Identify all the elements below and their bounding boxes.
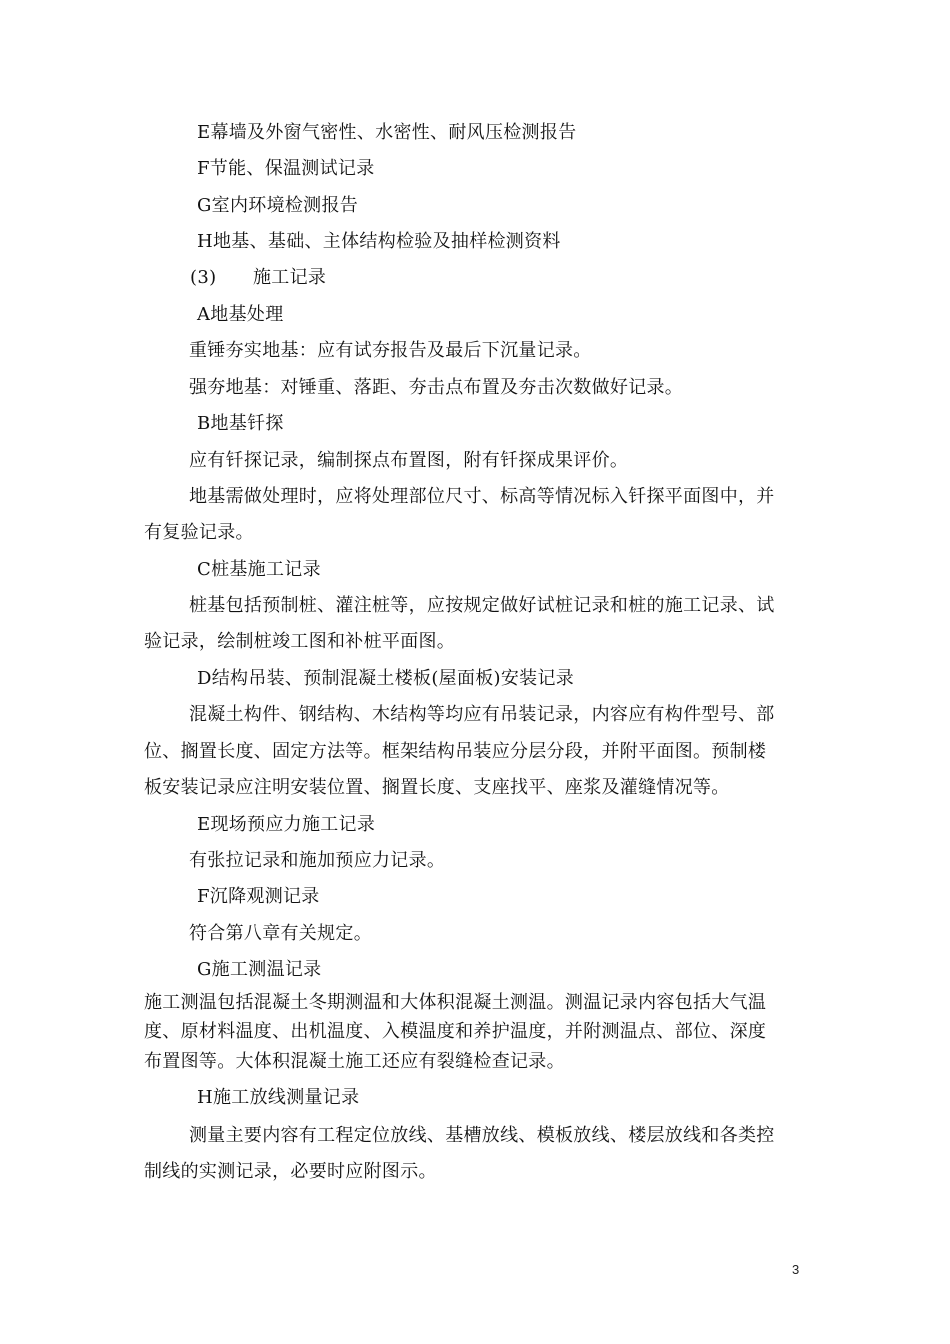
text-line: 板安装记录应注明安装位置、搁置长度、支座找平、座浆及灌缝情况等。 xyxy=(144,777,730,798)
text-line: 桩基包括预制桩、灌注桩等，应按规定做好试桩记录和桩的施工记录、试 xyxy=(189,595,775,616)
text-line: 混凝土构件、钢结构、木结构等均应有吊装记录，内容应有构件型号、部 xyxy=(189,704,775,725)
text-line: 符合第八章有关规定。 xyxy=(189,923,372,944)
text-line: H地基、基础、主体结构检验及抽样检测资料 xyxy=(197,231,561,252)
text-line: 制线的实测记录，必要时应附图示。 xyxy=(144,1161,437,1182)
text-line: E幕墙及外窗气密性、水密性、耐风压检测报告 xyxy=(197,122,577,143)
text-line: 度、原材料温度、出机温度、入模温度和养护温度，并附测温点、部位、深度 xyxy=(144,1021,767,1042)
text-line: A地基处理 xyxy=(197,304,284,325)
text-line: 布置图等。大体积混凝土施工还应有裂缝检查记录。 xyxy=(144,1051,565,1072)
text-line: 重锤夯实地基：应有试夯报告及最后下沉量记录。 xyxy=(189,340,592,361)
text-line: 验记录，绘制桩竣工图和补桩平面图。 xyxy=(144,631,456,652)
text-line: 地基需做处理时，应将处理部位尺寸、标高等情况标入钎探平面图中，并 xyxy=(189,486,775,507)
text-line: F沉降观测记录 xyxy=(197,886,320,907)
text-line: C桩基施工记录 xyxy=(197,559,321,580)
text-line: D结构吊装、预制混凝土楼板(屋面板)安装记录 xyxy=(197,668,575,689)
text-line: 测量主要内容有工程定位放线、基槽放线、模板放线、楼层放线和各类控 xyxy=(189,1125,775,1146)
text-line: 位、搁置长度、固定方法等。框架结构吊装应分层分段，并附平面图。预制楼 xyxy=(144,741,767,762)
page-number: 3 xyxy=(792,1262,800,1277)
text-line: G施工测温记录 xyxy=(197,959,322,980)
text-line: E现场预应力施工记录 xyxy=(197,814,376,835)
text-line: F节能、保温测试记录 xyxy=(197,158,375,179)
text-line: 有复验记录。 xyxy=(144,522,254,543)
text-line: 强夯地基：对锤重、落距、夯击点布置及夯击次数做好记录。 xyxy=(189,377,684,398)
text-line: 施工测温包括混凝土冬期测温和大体积混凝土测温。测温记录内容包括大气温 xyxy=(144,992,767,1013)
text-line: B地基钎探 xyxy=(197,413,284,434)
text-line: G室内环境检测报告 xyxy=(197,195,359,216)
text-line: 有张拉记录和施加预应力记录。 xyxy=(189,850,446,871)
text-line: 应有钎探记录，编制探点布置图，附有钎探成果评价。 xyxy=(189,450,629,471)
section-heading: (3) 施工记录 xyxy=(190,267,327,288)
text-line: H施工放线测量记录 xyxy=(197,1087,360,1108)
